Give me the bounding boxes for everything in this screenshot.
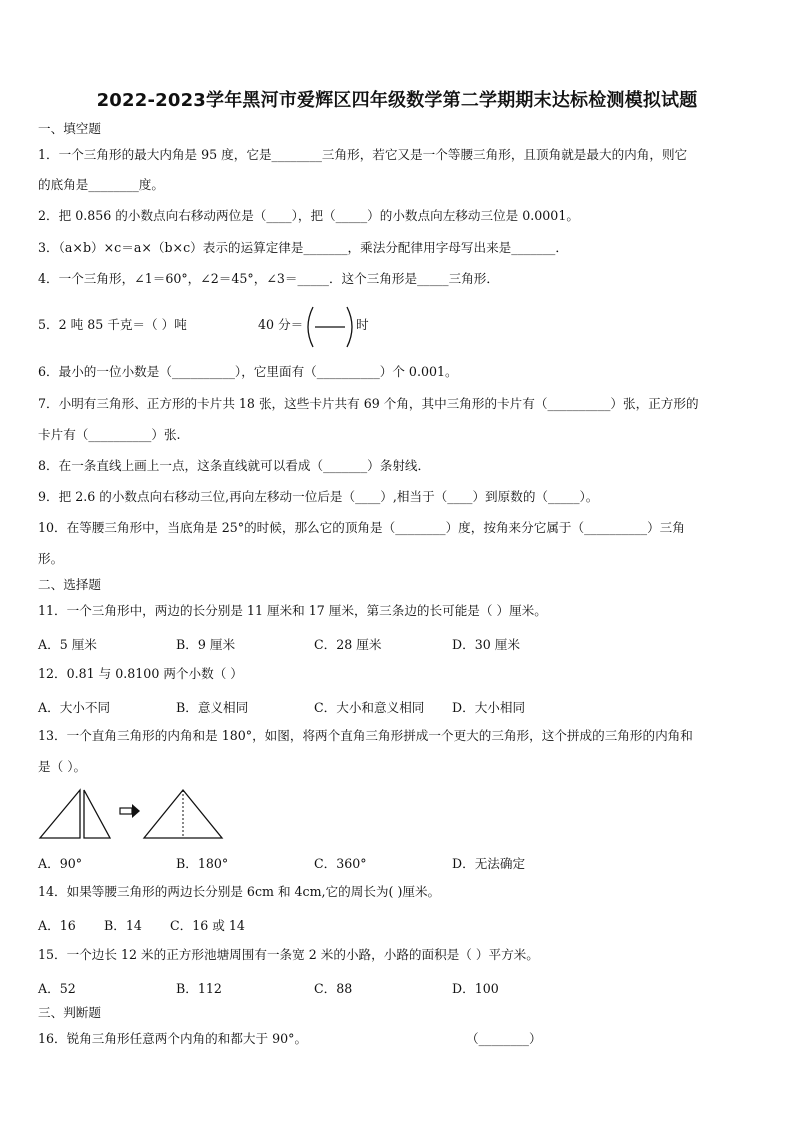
question-9: 9．把 2.6 的小数点向右移动三位,再向左移动一位后是（____）,相当于（____）到原数的（_____）。 xyxy=(38,489,599,504)
option-b: B．112 xyxy=(176,981,222,996)
section-multiple-choice: 二、选择题 xyxy=(38,577,101,592)
option-c: C．88 xyxy=(314,981,353,996)
option-d: D．100 xyxy=(452,981,499,996)
question-7-line-2: 卡片有（__________）张. xyxy=(38,427,181,442)
question-4: 4．一个三角形，∠1＝60°，∠2＝45°，∠3＝_____．这个三角形是_____三角形． xyxy=(38,271,499,286)
question-5-part-1: 5．2 吨 85 千克＝（ ）吨 xyxy=(38,317,187,332)
question-2: 2．把 0.856 的小数点向右移动两位是（____），把（_____）的小数点向左移动三位是 0.0001。 xyxy=(38,208,579,223)
option-b: B．14 xyxy=(104,918,142,933)
question-16-answer-blank: （________） xyxy=(466,1031,542,1046)
option-a: A．16 xyxy=(38,918,76,933)
option-d: D．大小相同 xyxy=(452,700,526,715)
question-8: 8．在一条直线上画上一点，这条直线就可以看成（_______）条射线． xyxy=(38,458,431,473)
option-b: B．意义相同 xyxy=(176,700,249,715)
question-13-line-1: 13．一个直角三角形的内角和是 180°，如图，将两个直角三角形拼成一个更大的三角形，这个拼成的三角形的内角和 xyxy=(38,728,693,743)
option-b: B．180° xyxy=(176,856,229,871)
question-13-line-2: 是（ ）。 xyxy=(38,759,87,774)
question-3: 3．（a×b）×c＝a×（b×c）表示的运算定律是_______，乘法分配律用字母写出来是_______． xyxy=(38,240,568,255)
question-10-line-1: 10．在等腰三角形中，当底角是 25°的时候，那么它的顶角是（________）度，按角来分它属于（__________）三角 xyxy=(38,520,685,535)
option-a: A．52 xyxy=(38,981,76,996)
question-16: 16．锐角三角形任意两个内角的和都大于 90°。 xyxy=(38,1031,308,1046)
question-11: 11．一个三角形中，两边的长分别是 11 厘米和 17 厘米，第三条边的长可能是（ ）厘米。 xyxy=(38,603,547,618)
option-a: A．5 厘米 xyxy=(38,637,97,652)
option-c: C．大小和意义相同 xyxy=(314,700,425,715)
option-c: C．360° xyxy=(314,856,367,871)
arrow-right-icon xyxy=(120,804,140,818)
question-7-line-1: 7．小明有三角形、正方形的卡片共 18 张，这些卡片共有 69 个角，其中三角形的卡片有（__________）张，正方形的 xyxy=(38,396,699,411)
question-10-line-2: 形。 xyxy=(38,551,64,566)
option-a: A．90° xyxy=(38,856,83,871)
triangle-figure-icon xyxy=(38,786,228,842)
question-5-part-3: 时 xyxy=(356,317,369,332)
page-title: 2022-2023学年黑河市爱辉区四年级数学第二学期期末达标检测模拟试题 xyxy=(96,90,698,111)
section-true-false: 三、判断题 xyxy=(38,1005,101,1020)
option-a: A．大小不同 xyxy=(38,700,111,715)
question-6: 6．最小的一位小数是（__________），它里面有（__________）个 0.001。 xyxy=(38,364,458,379)
question-1-line-2: 的底角是________度。 xyxy=(38,177,164,192)
option-d: D．30 厘米 xyxy=(452,637,520,652)
option-d: D．无法确定 xyxy=(452,856,526,871)
question-14: 14．如果等腰三角形的两边长分别是 6cm 和 4cm,它的周长为( )厘米。 xyxy=(38,884,441,899)
question-1-line-1: 1．一个三角形的最大内角是 95 度，它是________三角形，若它又是一个等腰三角形，且顶角就是最大的内角，则它 xyxy=(38,147,688,162)
fraction-blank-icon xyxy=(300,305,360,349)
question-5-part-2: 40 分＝ xyxy=(258,317,304,332)
option-c: C．16 或 14 xyxy=(170,918,245,933)
option-b: B．9 厘米 xyxy=(176,637,236,652)
question-15: 15．一个边长 12 米的正方形池塘周围有一条宽 2 米的小路，小路的面积是（ ）平方米。 xyxy=(38,947,539,962)
question-12: 12．0.81 与 0.8100 两个小数（ ） xyxy=(38,666,243,681)
section-fill-in: 一、填空题 xyxy=(38,121,101,136)
option-c: C．28 厘米 xyxy=(314,637,382,652)
